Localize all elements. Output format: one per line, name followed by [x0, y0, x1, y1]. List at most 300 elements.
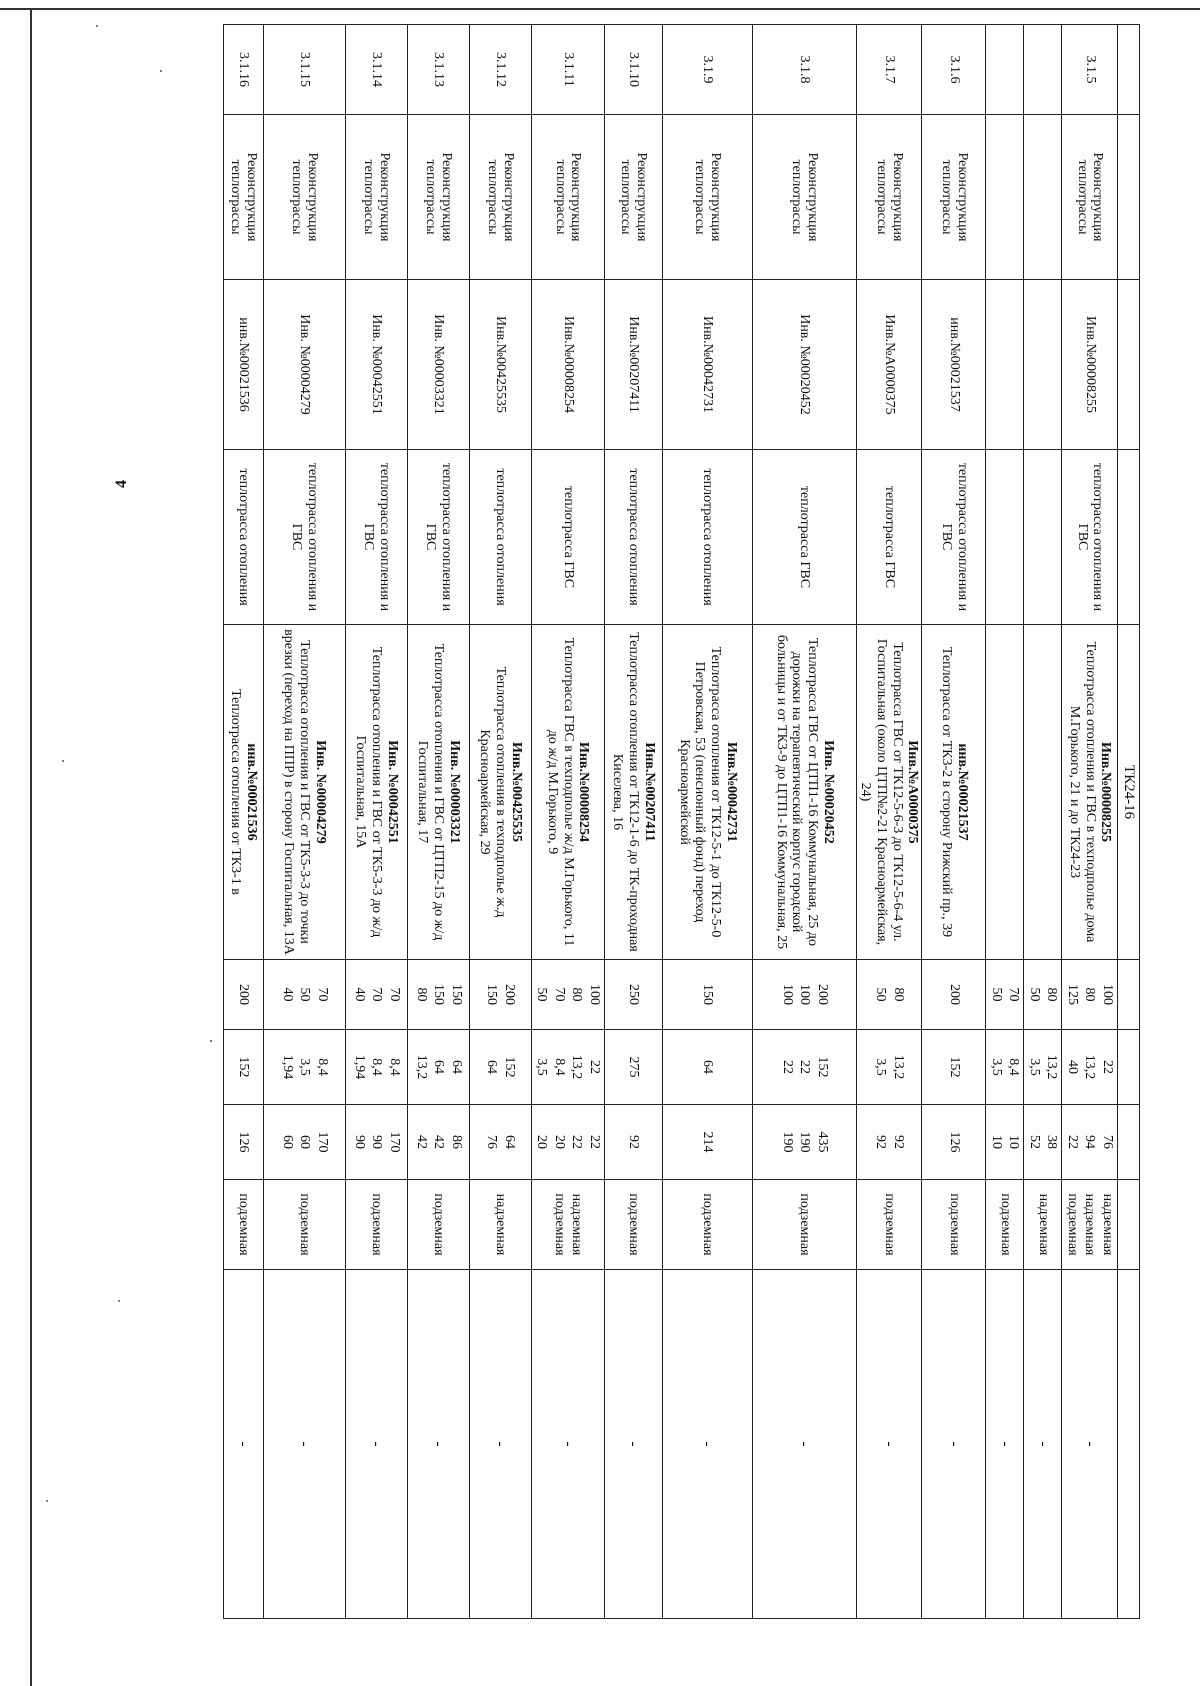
length-value: 214 — [700, 1131, 716, 1153]
row-number-cell: 3.1.8 — [752, 25, 856, 115]
route-description: Теплотрасса отопления и ГВС от ТК5-3-3 до ж/д Госпитальная, 15А — [353, 646, 385, 938]
secondary-value-value: 22 — [797, 1060, 813, 1074]
secondary-value-value: 64 — [448, 1060, 464, 1074]
inventory-cell: Инв.№00207411 — [604, 280, 662, 450]
secondary-value-cell — [263, 1030, 345, 1105]
diameter-cell — [1062, 960, 1118, 1030]
scan-speck — [46, 1500, 48, 1502]
secondary-value-value: 64 — [431, 1060, 447, 1074]
inventory-cell: Инв. №00004279 — [263, 280, 345, 450]
table-row — [752, 25, 856, 1619]
inventory-cell: Инв. №00042551 — [345, 280, 407, 450]
secondary-value-cell — [223, 1030, 263, 1105]
table-row — [922, 25, 986, 1619]
diameter-value: 50 — [989, 987, 1004, 1002]
secondary-value-value: 13,2 — [569, 1054, 585, 1080]
action-cell: Реконструкция теплотрассы — [856, 115, 922, 280]
secondary-value-value: 3,5 — [297, 1058, 313, 1076]
laying-type-value: подземная — [997, 1193, 1013, 1256]
length-value: 92 — [873, 1135, 889, 1149]
dash-cell: - — [752, 1270, 856, 1619]
secondary-value-value: 22 — [779, 1060, 795, 1074]
route-name-cell — [856, 625, 922, 960]
dash-cell: - — [469, 1270, 531, 1619]
secondary-value-value: 8,4 — [1006, 1058, 1022, 1076]
diameter-value: 100 — [779, 984, 795, 1005]
secondary-value-value: 1,94 — [351, 1054, 367, 1080]
secondary-value-cell — [1062, 1030, 1118, 1105]
header-cell: ТК24-16 — [1118, 625, 1140, 960]
secondary-value-value: 3,5 — [1027, 1058, 1042, 1076]
laying-type-cell — [407, 1180, 469, 1270]
route-description: Теплотрасса отопления и ГВС в техподполье дома М.Горького, 21 и до ТК24-23 — [1066, 641, 1098, 943]
length-cell — [531, 1105, 604, 1180]
inventory-cell: Инв.№А0000375 — [856, 280, 922, 450]
action-cell: Реконструкция теплотрассы — [604, 115, 662, 280]
row-number-cell — [1024, 25, 1062, 115]
table-row — [1062, 25, 1118, 1619]
secondary-value-value: 152 — [814, 1056, 830, 1078]
inventory-cell: Инв.№00008255 — [1062, 280, 1118, 450]
diameter-cell — [263, 960, 345, 1030]
route-inventory-title: инв.№00021536 — [243, 743, 259, 841]
secondary-value-value: 8,4 — [369, 1058, 385, 1076]
length-cell — [922, 1105, 986, 1180]
route-description: Теплотрасса ГВС от ТК12-5-6-3 до ТК12-5-6-4 ул. Госпитальная (около ЦТП№2-21 Красноармейская, 24) — [858, 638, 905, 946]
laying-type-cell — [922, 1180, 986, 1270]
length-value: 10 — [989, 1135, 1004, 1149]
length-cell — [1024, 1105, 1062, 1180]
length-cell — [407, 1105, 469, 1180]
scan-speck — [62, 760, 64, 762]
diameter-cell — [986, 960, 1024, 1030]
secondary-value-cell — [922, 1030, 986, 1105]
row-number-cell: 3.1.13 — [407, 25, 469, 115]
inventory-cell — [1024, 280, 1062, 450]
diameter-value: 200 — [236, 984, 252, 1005]
secondary-value-value: 3,5 — [534, 1058, 550, 1076]
table-header-row — [1118, 25, 1140, 1619]
route-name-cell — [263, 625, 345, 960]
diameter-value: 80 — [1044, 987, 1060, 1002]
action-cell: Реконструкция теплотрассы — [922, 115, 986, 280]
dash-cell: - — [263, 1270, 345, 1619]
dash-cell: - — [531, 1270, 604, 1619]
laying-type-cell — [1024, 1180, 1062, 1270]
diameter-value: 200 — [501, 984, 517, 1005]
dash-cell: - — [856, 1270, 922, 1619]
laying-type-value: подземная — [551, 1193, 567, 1256]
laying-type-cell — [752, 1180, 856, 1270]
row-number-cell: 3.1.12 — [469, 25, 531, 115]
action-cell: Реконструкция теплотрассы — [263, 115, 345, 280]
action-cell — [986, 115, 1024, 280]
route-kind-cell — [1024, 450, 1062, 625]
laying-type-value: подземная — [626, 1193, 642, 1256]
secondary-value-cell — [604, 1030, 662, 1105]
diameter-cell — [604, 960, 662, 1030]
diameter-value: 40 — [279, 987, 295, 1002]
row-number-cell: 3.1.16 — [223, 25, 263, 115]
diameter-cell — [752, 960, 856, 1030]
length-value: 22 — [1065, 1135, 1080, 1149]
route-kind-cell: теплотрасса отопления и ГВС — [922, 450, 986, 625]
route-inventory-title: Инв.№А0000375 — [905, 740, 921, 844]
action-cell: Реконструкция теплотрассы — [345, 115, 407, 280]
diameter-cell — [1024, 960, 1062, 1030]
secondary-value-cell — [407, 1030, 469, 1105]
dash-cell: - — [604, 1270, 662, 1619]
length-value: 92 — [890, 1135, 906, 1149]
action-cell — [1024, 115, 1062, 280]
diameter-value: 70 — [1006, 987, 1022, 1002]
route-name-cell — [986, 625, 1024, 960]
inventory-cell: Инв.№00042731 — [662, 280, 752, 450]
route-description: Теплотрасса отопления и ГВС от ЦТП2-15 до ж/д Госпитальная, 17 — [415, 643, 447, 941]
secondary-value-value: 13,2 — [890, 1054, 906, 1080]
route-name-cell — [469, 625, 531, 960]
action-cell: Реконструкция теплотрассы — [223, 115, 263, 280]
route-kind-cell: теплотрасса ГВС — [856, 450, 922, 625]
length-value: 76 — [484, 1135, 500, 1149]
route-name-cell — [662, 625, 752, 960]
diameter-value: 150 — [484, 984, 500, 1005]
route-inventory-title: Инв.№00008254 — [576, 741, 592, 843]
route-kind-cell: теплотрасса отопления — [469, 450, 531, 625]
table-row — [986, 25, 1024, 1619]
route-kind-cell: теплотрасса ГВС — [752, 450, 856, 625]
route-description: Теплотрасса отопления от ТК12-5-1 до ТК12-5-0 Петровская, 53 (пенсионный фонд) переход Красноармейской — [676, 646, 723, 938]
table-row — [1024, 25, 1062, 1619]
length-value: 86 — [448, 1135, 464, 1149]
laying-type-cell — [345, 1180, 407, 1270]
laying-type-value: подземная — [297, 1193, 313, 1256]
works-table — [223, 24, 1140, 1619]
diameter-cell — [223, 960, 263, 1030]
length-value: 22 — [586, 1135, 602, 1149]
diameter-value: 70 — [314, 987, 330, 1002]
route-description: Теплотрасса отопления и ГВС от ТК5-3-3 до точки врезки (переход на ППР) в сторону Госпитальная, 13А — [281, 629, 313, 955]
dash-cell: - — [922, 1270, 986, 1619]
secondary-value-cell — [662, 1030, 752, 1105]
laying-type-cell — [223, 1180, 263, 1270]
route-inventory-title: Инв.№00207411 — [641, 742, 657, 842]
length-value: 90 — [369, 1135, 385, 1149]
dash-cell: - — [986, 1270, 1024, 1619]
dash-cell: - — [1024, 1270, 1062, 1619]
dash-cell: - — [1062, 1270, 1118, 1619]
dash-cell: - — [662, 1270, 752, 1619]
page-left-border — [2, 8, 32, 1686]
row-number-cell: 3.1.6 — [922, 25, 986, 115]
secondary-value-value: 8,4 — [314, 1058, 330, 1076]
route-kind-cell: теплотрасса отопления и ГВС — [345, 450, 407, 625]
diameter-value: 100 — [797, 984, 813, 1005]
inventory-cell — [986, 280, 1024, 450]
secondary-value-value: 64 — [700, 1060, 716, 1074]
length-value: 42 — [431, 1135, 447, 1149]
secondary-value-cell — [1024, 1030, 1062, 1105]
table-row — [345, 25, 407, 1619]
laying-type-value: подземная — [881, 1193, 897, 1256]
diameter-value: 70 — [551, 987, 567, 1002]
action-cell: Реконструкция теплотрассы — [469, 115, 531, 280]
diameter-value: 200 — [946, 984, 962, 1005]
diameter-value: 150 — [700, 984, 716, 1005]
route-kind-cell: теплотрасса отопления — [604, 450, 662, 625]
diameter-cell — [856, 960, 922, 1030]
row-number-cell: 3.1.14 — [345, 25, 407, 115]
length-value: 22 — [569, 1135, 585, 1149]
diameter-value: 150 — [448, 984, 464, 1005]
laying-type-value: подземная — [700, 1193, 716, 1256]
diameter-value: 50 — [1027, 987, 1042, 1002]
route-description: Теплотрасса отопления от ТК12-1-6 до ТК-проходная Киселева, 16 — [610, 632, 642, 952]
secondary-value-value: 152 — [946, 1056, 962, 1078]
route-inventory-title: Инв. №00042551 — [384, 740, 400, 844]
laying-type-cell — [662, 1180, 752, 1270]
route-description: Теплотрасса от ТК3-2 в сторону Рижский пр., 39 — [939, 646, 954, 938]
table-row — [263, 25, 345, 1619]
length-cell — [263, 1105, 345, 1180]
inventory-cell: инв.№00021536 — [223, 280, 263, 450]
diameter-value: 80 — [890, 987, 906, 1002]
route-inventory-title: Инв.№00425535 — [508, 741, 524, 843]
table-row — [856, 25, 922, 1619]
route-kind-cell: теплотрасса отопления и ГВС — [1062, 450, 1118, 625]
row-number-cell — [986, 25, 1024, 115]
action-cell: Реконструкция теплотрассы — [752, 115, 856, 280]
secondary-value-value: 22 — [586, 1060, 602, 1074]
secondary-value-value: 13,2 — [1044, 1054, 1060, 1080]
length-cell — [1062, 1105, 1118, 1180]
diameter-cell — [662, 960, 752, 1030]
laying-type-value: надземная — [1100, 1193, 1115, 1256]
row-number-cell: 3.1.7 — [856, 25, 922, 115]
secondary-value-cell — [531, 1030, 604, 1105]
secondary-value-cell — [986, 1030, 1024, 1105]
scan-speck — [118, 1300, 120, 1302]
route-kind-cell — [986, 450, 1024, 625]
route-name-cell — [345, 625, 407, 960]
length-cell — [752, 1105, 856, 1180]
laying-type-cell — [856, 1180, 922, 1270]
dash-cell: - — [407, 1270, 469, 1619]
page-top-border — [0, 0, 1200, 10]
diameter-value: 80 — [413, 987, 429, 1002]
secondary-value-value: 40 — [1065, 1060, 1080, 1074]
action-cell: Реконструкция теплотрассы — [1062, 115, 1118, 280]
secondary-value-value: 22 — [1100, 1060, 1115, 1074]
length-cell — [986, 1105, 1024, 1180]
diameter-value: 80 — [569, 987, 585, 1002]
length-value: 42 — [413, 1135, 429, 1149]
diameter-value: 200 — [814, 984, 830, 1005]
route-description: Теплотрасса отопления в техподполье ж.д Красноармейская, 29 — [477, 666, 509, 918]
route-inventory-title: Инв. №00004279 — [312, 740, 328, 844]
laying-type-cell — [469, 1180, 531, 1270]
table-row — [531, 25, 604, 1619]
secondary-value-cell — [856, 1030, 922, 1105]
diameter-cell — [407, 960, 469, 1030]
laying-type-cell — [263, 1180, 345, 1270]
row-number-cell: 3.1.11 — [531, 25, 604, 115]
laying-type-value: надземная — [493, 1193, 509, 1256]
secondary-value-value: 152 — [501, 1056, 517, 1078]
secondary-value-cell — [345, 1030, 407, 1105]
diameter-value: 150 — [431, 984, 447, 1005]
route-kind-cell: теплотрасса отопления — [662, 450, 752, 625]
length-cell — [345, 1105, 407, 1180]
secondary-value-value: 3,5 — [873, 1058, 889, 1076]
diameter-value: 70 — [369, 987, 385, 1002]
diameter-value: 50 — [534, 987, 550, 1002]
route-inventory-title: Инв. №00003321 — [446, 740, 462, 844]
secondary-value-value: 64 — [484, 1060, 500, 1074]
diameter-cell — [469, 960, 531, 1030]
laying-type-value: подземная — [431, 1193, 447, 1256]
secondary-value-cell — [752, 1030, 856, 1105]
length-value: 64 — [501, 1135, 517, 1149]
length-cell — [856, 1105, 922, 1180]
length-value: 38 — [1044, 1135, 1060, 1149]
route-name-cell — [223, 625, 263, 960]
length-cell — [604, 1105, 662, 1180]
route-kind-cell: теплотрасса ГВС — [531, 450, 604, 625]
route-inventory-title: Инв.№00008255 — [1098, 741, 1114, 843]
diameter-cell — [531, 960, 604, 1030]
length-value: 60 — [297, 1135, 313, 1149]
route-inventory-title: Инв.№00042731 — [723, 741, 739, 843]
length-value: 52 — [1027, 1135, 1042, 1149]
laying-type-value: подземная — [797, 1193, 813, 1256]
scan-speck — [210, 1040, 212, 1042]
length-value: 92 — [626, 1135, 642, 1149]
diameter-cell — [345, 960, 407, 1030]
secondary-value-value: 152 — [236, 1056, 252, 1078]
diameter-value: 50 — [873, 987, 889, 1002]
secondary-value-value: 13,2 — [1082, 1054, 1098, 1080]
diameter-value: 100 — [586, 984, 602, 1005]
diameter-value: 40 — [351, 987, 367, 1002]
route-name-cell — [1062, 625, 1118, 960]
table-row — [223, 25, 263, 1619]
page-number: 4 — [113, 480, 130, 488]
action-cell: Реконструкция теплотрассы — [407, 115, 469, 280]
action-cell: Реконструкция теплотрассы — [662, 115, 752, 280]
diameter-value: 100 — [1100, 984, 1115, 1005]
route-name-cell — [752, 625, 856, 960]
length-value: 170 — [386, 1131, 402, 1153]
inventory-cell: Инв.№00008254 — [531, 280, 604, 450]
row-number-cell: 3.1.15 — [263, 25, 345, 115]
laying-type-value: надземная — [1035, 1193, 1051, 1256]
inventory-cell: Инв.№00425535 — [469, 280, 531, 450]
diameter-value: 70 — [386, 987, 402, 1002]
laying-type-value: подземная — [369, 1193, 385, 1256]
length-value: 435 — [814, 1131, 830, 1153]
length-value: 126 — [236, 1131, 252, 1153]
laying-type-cell — [531, 1180, 604, 1270]
diameter-cell — [922, 960, 986, 1030]
secondary-value-value: 1,94 — [279, 1054, 295, 1080]
secondary-value-value: 3,5 — [989, 1058, 1004, 1076]
table-row — [469, 25, 531, 1619]
row-number-cell: 3.1.5 — [1062, 25, 1118, 115]
laying-type-cell — [986, 1180, 1024, 1270]
scan-speck — [160, 70, 162, 72]
length-value: 10 — [1006, 1135, 1022, 1149]
table-row — [604, 25, 662, 1619]
row-number-cell: 3.1.9 — [662, 25, 752, 115]
route-description: Теплотрасса отопления от ТК3-1 в — [228, 689, 244, 895]
laying-type-cell — [1062, 1180, 1118, 1270]
route-inventory-title: Инв. №00020452 — [820, 740, 836, 844]
secondary-value-value: 275 — [626, 1056, 642, 1078]
length-cell — [662, 1105, 752, 1180]
secondary-value-value: 8,4 — [551, 1058, 567, 1076]
inventory-cell: Инв. №00003321 — [407, 280, 469, 450]
route-inventory-title: инв.№00021537 — [954, 743, 970, 841]
inventory-cell: Инв. №00020452 — [752, 280, 856, 450]
length-value: 94 — [1082, 1135, 1098, 1149]
route-name-cell — [1024, 625, 1062, 960]
secondary-value-cell — [469, 1030, 531, 1105]
length-value: 20 — [551, 1135, 567, 1149]
route-description: Теплотрасса ГВС от ЦТП1-16 Коммунальная, 25 до дорожки на терапевтический корпус городской больницы и от ТК3-9 до ЦТП1-16 Коммунальная, 25 — [773, 634, 820, 950]
length-value: 90 — [351, 1135, 367, 1149]
laying-type-value: подземная — [946, 1193, 962, 1256]
route-name-cell — [922, 625, 986, 960]
scan-speck — [96, 25, 98, 27]
route-kind-cell: теплотрасса отопления и ГВС — [407, 450, 469, 625]
diameter-value: 125 — [1065, 984, 1080, 1005]
length-cell — [469, 1105, 531, 1180]
secondary-value-value: 13,2 — [413, 1054, 429, 1080]
length-value: 20 — [534, 1135, 550, 1149]
route-kind-cell: теплотрасса отопления и ГВС — [263, 450, 345, 625]
inventory-cell: инв.№00021537 — [922, 280, 986, 450]
laying-type-value: надземная — [569, 1193, 585, 1256]
diameter-value: 250 — [626, 984, 642, 1005]
secondary-value-value: 8,4 — [386, 1058, 402, 1076]
route-kind-cell: теплотрасса отопления — [223, 450, 263, 625]
length-value: 126 — [946, 1131, 962, 1153]
action-cell: Реконструкция теплотрассы — [531, 115, 604, 280]
rotated-table-container — [224, 24, 1140, 1618]
table-row — [662, 25, 752, 1619]
table-row — [407, 25, 469, 1619]
laying-type-value: подземная — [1065, 1193, 1080, 1256]
laying-type-value: надземная — [1082, 1193, 1098, 1256]
row-number-cell: 3.1.10 — [604, 25, 662, 115]
length-value: 190 — [797, 1131, 813, 1153]
length-value: 170 — [314, 1131, 330, 1153]
length-value: 60 — [279, 1135, 295, 1149]
diameter-value: 80 — [1082, 987, 1098, 1002]
length-value: 76 — [1100, 1135, 1115, 1149]
dash-cell: - — [345, 1270, 407, 1619]
route-name-cell — [531, 625, 604, 960]
route-description: Теплотрасса ГВС в техподполье ж/д М.Горького, 11 до ж/д М.Горького, 9 — [544, 637, 576, 947]
route-name-cell — [407, 625, 469, 960]
table-body — [223, 25, 1117, 1619]
laying-type-value: подземная — [236, 1193, 252, 1256]
dash-cell: - — [223, 1270, 263, 1619]
laying-type-cell — [604, 1180, 662, 1270]
diameter-value: 50 — [297, 987, 313, 1002]
route-name-cell — [604, 625, 662, 960]
